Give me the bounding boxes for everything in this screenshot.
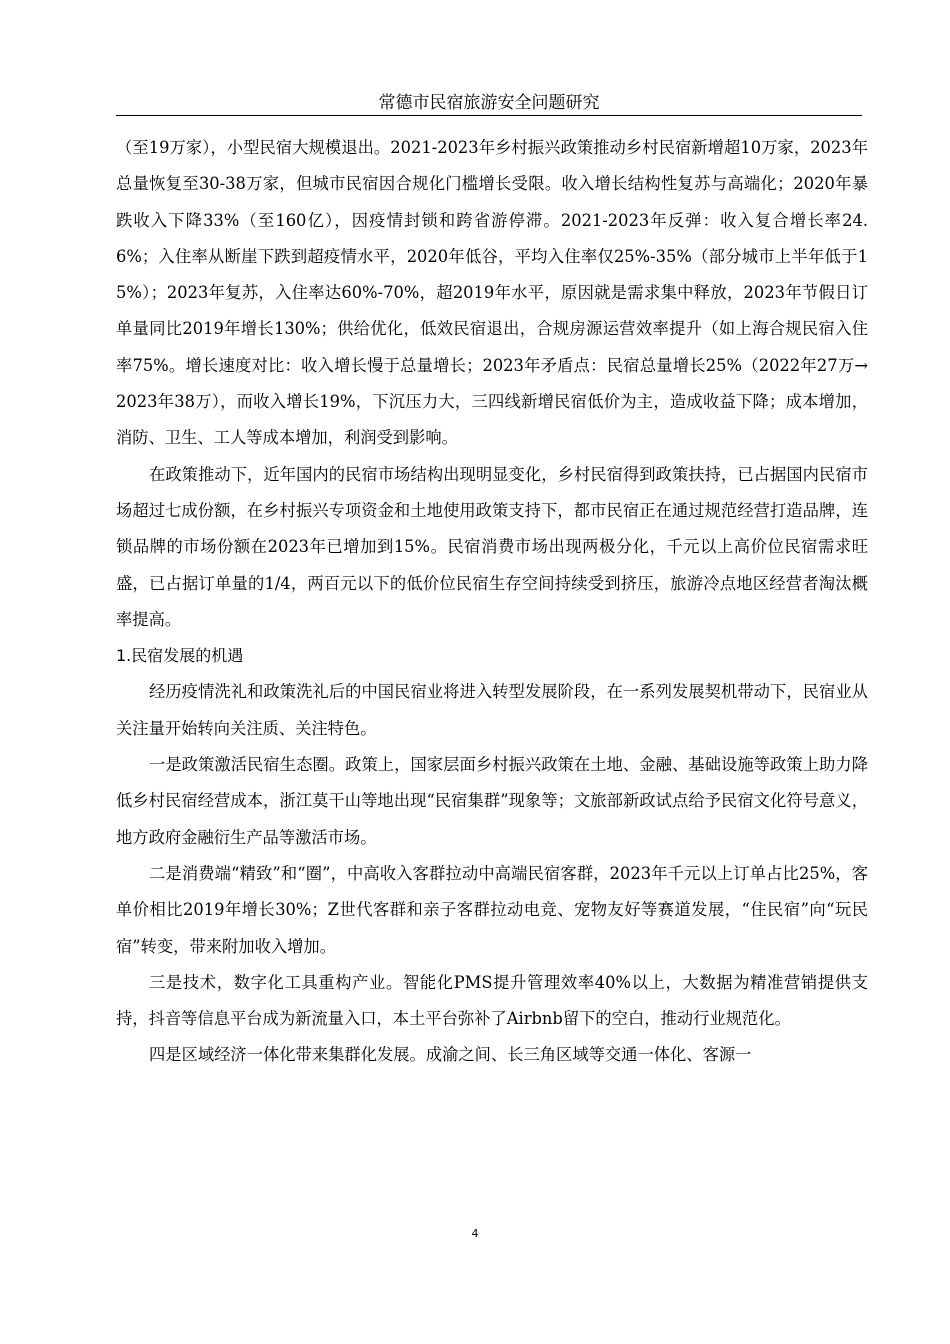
body-paragraph-regional: 四是区域经济一体化带来集群化发展。成渝之间、长三角区域等交通一体化、客源一	[149, 1045, 752, 1065]
body-paragraph-consumption: 二是消费端“精致”和“圈”，中高收入客群拉动中高端民宿客群，2023年千元以上订单占比25%，客单价相比2019年增长30%；Z世代客群和亲子客群拉动电竞、宠物友好等赛道发展，“住民宿”向“玩民宿”转变，带来附加收入增加。	[116, 863, 868, 956]
body-paragraph-continued: （至19万家），小型民宿大规模退出。2021-2023年乡村振兴政策推动乡村民宿新增超10万家，2023年总量恢复至30-38万家，但城市民宿因合规化门槛增长受限。收入增长结构性复苏与高端化；2020年暴跌收入下降33%（至160亿），因疫情封锁和跨省游停滞。2021-2023年反弹：收入复合增长率24.6%；入住率从断崖下跌到超疫情水平，2020年低谷，平均入住率仅25%-35%（部分城市上半年低于15%）；2023年复苏，入住率达60%-70%，超2019年水平，原因就是需求集中释放，2023年节假日订单量同比2019年增长130%；供给优化，低效民宿退出，合规房源运营效率提升（如上海合规民宿入住率75%。增长速度对比：收入增长慢于总量增长；2023年矛盾点：民宿总量增长25%（2022年27万→2023年38万），而收入增长19%，下沉压力大，三四线新增民宿低价为主，造成收益下降；成本增加，消防、卫生、工人等成本增加，利润受到影响。	[116, 138, 868, 448]
body-paragraph-transition: 经历疫情洗礼和政策洗礼后的中国民宿业将进入转型发展阶段，在一系列发展契机带动下，民宿业从关注量开始转向关注质、关注特色。	[116, 682, 868, 738]
body-paragraph-technology: 三是技术，数字化工具重构产业。智能化PMS提升管理效率40%以上，大数据为精准营销提供支持，抖音等信息平台成为新流量入口，本土平台弥补了Airbnb留下的空白，推动行业规范化。	[116, 972, 868, 1029]
running-header	[116, 91, 862, 116]
document-body	[116, 130, 868, 1074]
body-paragraph-policy: 一是政策激活民宿生态圈。政策上，国家层面乡村振兴政策在土地、金融、基础设施等政策上助力降低乡村民宿经营成本，浙江莫干山等地出现“民宿集群”现象等；文旅部新政试点给予民宿文化符号意义，地方政府金融衍生产品等激活市场。	[116, 755, 868, 847]
body-paragraph-market-structure: 在政策推动下，近年国内的民宿市场结构出现明显变化，乡村民宿得到政策扶持，已占据国内民宿市场超过七成份额，在乡村振兴专项资金和土地使用政策支持下，都市民宿正在通过规范经营打造品牌，连锁品牌的市场份额在2023年已增加到15%。民宿消费市场出现两极分化，千元以上高价位民宿需求旺盛，已占据订单量的1/4，两百元以下的低价位民宿生存空间持续受到挤压，旅游冷点地区经营者淘汰概率提高。	[116, 464, 868, 629]
page-number: 4	[471, 1227, 479, 1240]
section-heading: 1.民宿发展的机遇	[116, 646, 244, 666]
running-header-title: 常德市民宿旅游安全问题研究	[378, 93, 600, 113]
